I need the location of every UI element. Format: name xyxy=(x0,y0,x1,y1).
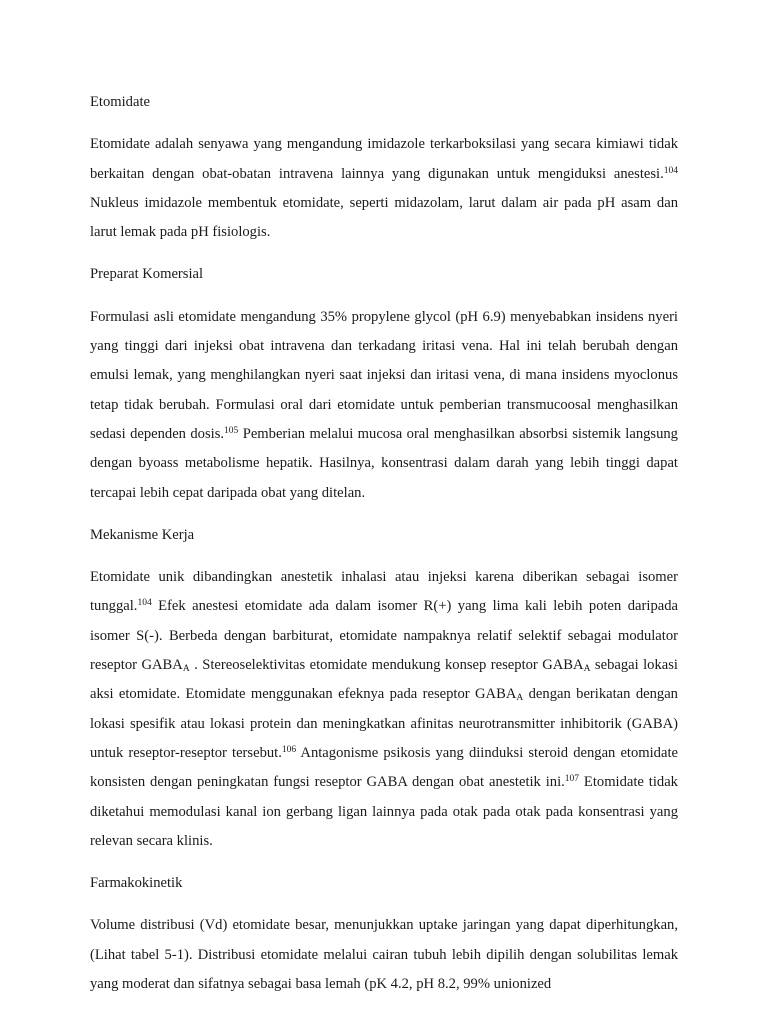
heading-preparat-komersial: Preparat Komersial xyxy=(90,266,204,283)
text-run: Etomidate unik dibandingkan anestetik inhalasi atau injeksi karena diberikan sebagai isomer tunggal. xyxy=(90,569,678,615)
text-run: Pemberian melalui mucosa oral menghasilkan absorbsi sistemik langsung dengan byoass metabolisme hepatik. Hasilnya, konsentrasi dalam darah yang lebih tinggi dapat tercapai lebih cepat daripada obat yang ditelan. xyxy=(90,425,678,501)
text-run: Etomidate tidak diketahui memodulasi kanal ion gerbang ligan lainnya pada otak pada otak pada konsentrasi yang relevan secara klinis. xyxy=(90,774,678,849)
reference-superscript: 105 xyxy=(224,425,239,436)
subscript: A xyxy=(583,664,591,675)
reference-superscript: 104 xyxy=(137,598,152,609)
text-run: . Stereoselektivitas etomidate mendukung konsep reseptor GABA xyxy=(189,657,584,674)
heading-etomidate: Etomidate xyxy=(90,94,150,110)
reference-superscript: 107 xyxy=(564,774,580,785)
text-run: Etomidate adalah senyawa yang mengandung imidazole terkarboksilasi yang secara kimiawi tidak berkaitan dengan obat-obatan intravena lainnya yang digunakan untuk mengiduksi anestesi. xyxy=(90,136,678,182)
reference-superscript: 104 xyxy=(663,165,678,176)
paragraph-etomidate xyxy=(90,130,678,247)
heading-farmakokinetik: Farmakokinetik xyxy=(90,875,183,892)
text-run: sebagai lokasi aksi etomidate. Etomidate menggunakan efeknya pada reseptor GABA xyxy=(90,657,678,703)
subscript: A xyxy=(182,664,190,675)
text-run: Volume distribusi (Vd) etomidate besar, menunjukkan uptake jaringan yang dapat diperhitungkan, (Lihat tabel 5-1). Distribusi etomidate melalui cairan tubuh lebih dipilih dengan solubilitas lemak yang moderat dan sifatnya sebagai basa lemah (pK 4.2, pH 8.2, 99% unionized xyxy=(90,917,678,993)
text-run: Efek anestesi etomidate ada dalam isomer R(+) yang lima kali lebih poten daripada isomer S(-). Berbeda dengan barbiturat, etomidate nampaknya relatif selektif sebagai modulator reseptor GABA xyxy=(90,598,678,674)
paragraph-farmakokinetik xyxy=(90,911,678,999)
reference-superscript: 106 xyxy=(281,744,297,755)
heading-mekanisme-kerja: Mekanisme Kerja xyxy=(90,526,195,543)
document-page xyxy=(90,88,678,1012)
text-run: Antagonisme psikosis yang diinduksi steroid dengan etomidate konsisten dengan peningkatan fungsi reseptor GABA dengan obat anestetik ini. xyxy=(90,744,678,791)
text-run: Formulasi asli etomidate mengandung 35% propylene glycol (pH 6.9) menyebabkan insidens nyeri yang tinggi dari injeksi obat intravena dan terkadang iritasi vena. Hal ini telah berubah dengan emulsi lemak, yang menghilangkan nyeri saat injeksi dan iritasi vena, di mana insidens myoclonus tetap tidak berubah. Formulasi oral dari etomidate untuk pemberian transmucoosal menghasilkan sedasi dependen dosis. xyxy=(90,308,678,442)
paragraph-preparat-komersial xyxy=(90,303,678,508)
text-run: Nukleus imidazole membentuk etomidate, seperti midazolam, larut dalam air pada pH asam dan larut lemak pada pH fisiologis. xyxy=(90,194,678,241)
text-run: dengan berikatan dengan lokasi spesifik atau lokasi protein dan meningkatkan afinitas neurotransmitter inhibitorik (GABA) untuk reseptor-reseptor tersebut. xyxy=(90,686,678,761)
subscript: A xyxy=(516,693,524,704)
paragraph-mekanisme-kerja xyxy=(90,563,678,856)
